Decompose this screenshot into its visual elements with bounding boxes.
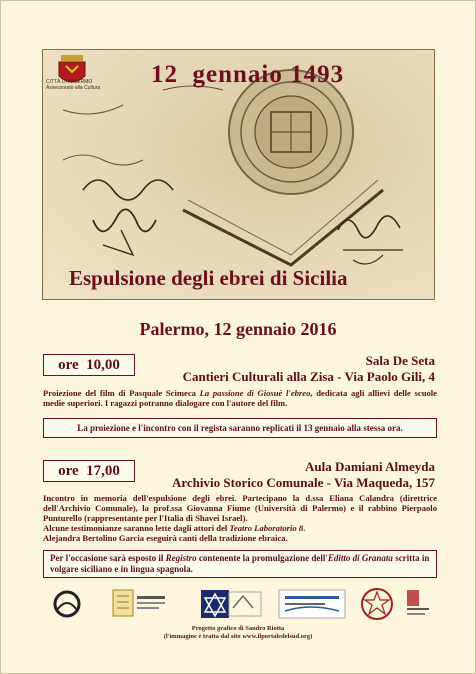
event1-note: La proiezione e l'incontro con il regista saranno replicati il 13 gennaio alla stessa ora. [43, 418, 437, 438]
event2-theatre-name: Teatro Laboratorio 8 [229, 523, 304, 533]
credit [1, 625, 475, 641]
hero-subtitle: Espulsione degli ebrei di Sicilia [69, 266, 348, 290]
event2-note-post: scritta in volgare siciliano e in lingua spagnola. [50, 553, 430, 574]
logo-6-icon [359, 586, 395, 622]
event2-note-mid: contenente la promulgazione dell' [196, 553, 328, 563]
event2-venue [172, 459, 435, 491]
crest-text-department: Assessorato alla Cultura [46, 85, 101, 91]
event2-time: ore 17,00 [43, 460, 135, 482]
city-date: Palermo, 12 gennaio 2016 [139, 319, 337, 339]
crest-text-city: CITTÀ DI PALERMO [46, 79, 93, 85]
event1-time: ore 10,00 [43, 354, 135, 376]
event2-desc-readings-post: . [303, 523, 306, 533]
event2-desc-participants: Incontro in memoria dell'espulsione degli ebrei. Partecipano la d.ssa Eliana Calandra (direttrice dell'Archivio Comunale), la prof.ssa Giovanna Fiume (Università di Palermo) e il rabbino Pierpaolo Punturello (rappresentante per l'Italia di Shavei Israel). [43, 493, 437, 523]
event1-venue-name: Sala De Seta [365, 353, 435, 368]
event2-note-editto: Editto di Granata [327, 553, 393, 563]
crest-text [46, 79, 100, 91]
logo-2-icon [111, 586, 167, 622]
event1-description [43, 388, 437, 408]
event2-description [43, 493, 437, 543]
sponsor-logos [41, 586, 441, 626]
logo-4-icon [225, 586, 265, 622]
event2-venue-address: Archivio Storico Comunale - Via Maqueda, 157 [171, 475, 435, 490]
logo-1-icon [47, 586, 87, 622]
event2-note [43, 550, 437, 578]
event2-note-registro: Registro [165, 553, 197, 563]
event1-film-title: La passione di Giosuè l'ebreo [199, 388, 311, 398]
event1-desc-post: , dedicata agli allievi delle scuole medie superiori. I ragazzi potranno dialogare con l'autore del film. [43, 388, 437, 408]
event2-note-pre: Per l'occasione sarà esposto il [50, 553, 166, 563]
event2-venue-name: Aula Damiani Almeyda [304, 459, 435, 474]
event1-venue [183, 353, 435, 385]
hero-date: 12 gennaio 1493 [151, 61, 345, 88]
logo-7-icon [399, 586, 435, 622]
event1-venue-address: Cantieri Culturali alla Zisa - Via Paolo Gili, 4 [182, 369, 435, 384]
credit-design: Progetto grafico di Sandro Riotta [191, 625, 285, 632]
event2-desc-readings [43, 523, 437, 533]
event1-desc-pre: Proiezione del film di Pasquale Scimeca [43, 388, 200, 398]
credit-image-source: (l'immagine è tratta dal sito www.ilportaledelsud.org) [163, 633, 313, 640]
logo-5-icon [277, 586, 347, 622]
event2-desc-songs: Alejandra Bertolino Garcia eseguirà canti della tradizione ebraica. [43, 533, 288, 543]
event2-desc-readings-pre: Alcune testimonianze saranno lette dagli attori del [43, 523, 230, 533]
